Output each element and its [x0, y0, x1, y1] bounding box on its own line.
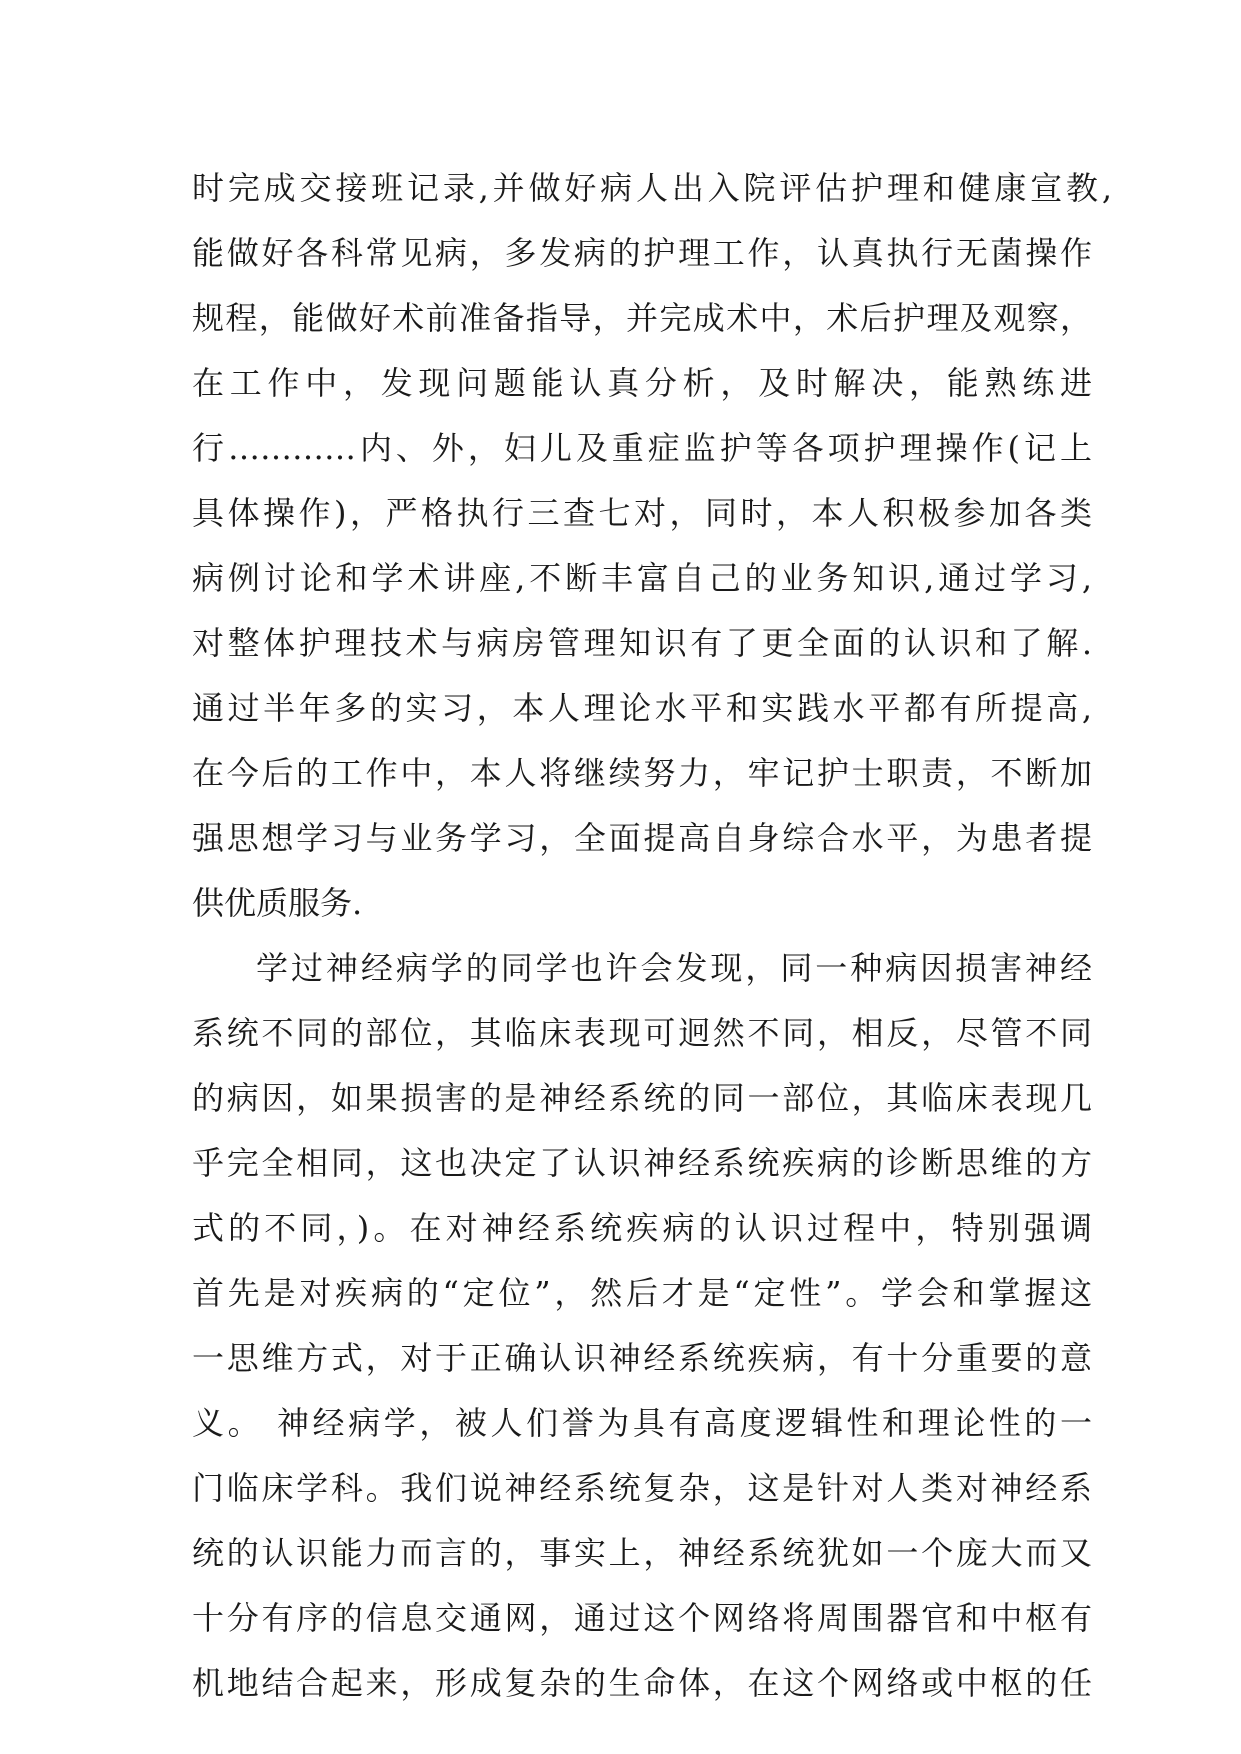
- text-line-5: 行…………内、外，妇儿及重症监护等各项护理操作(记上: [192, 429, 1092, 467]
- text-line-22: 统的认识能力而言的，事实上，神经系统犹如一个庞大而又: [192, 1534, 1092, 1572]
- text-line-16: 乎完全相同，这也决定了认识神经系统疾病的诊断思维的方: [192, 1144, 1092, 1182]
- text-line-17: 式的不同，)。在对神经系统疾病的认识过程中，特别强调: [192, 1209, 1092, 1247]
- text-line-14: 系统不同的部位，其临床表现可迥然不同，相反，尽管不同: [192, 1014, 1092, 1052]
- text-line-23: 十分有序的信息交通网，通过这个网络将周围器官和中枢有: [192, 1599, 1092, 1637]
- text-line-13: 学过神经病学的同学也许会发现，同一种病因损害神经: [256, 949, 1092, 987]
- text-line-1: 时完成交接班记录,并做好病人出入院评估护理和健康宣教,: [192, 169, 1112, 207]
- text-line-8: 对整体护理技术与病房管理知识有了更全面的认识和了解.: [192, 624, 1092, 662]
- text-line-7: 病例讨论和学术讲座,不断丰富自己的业务知识,通过学习,: [192, 559, 1092, 597]
- text-line-9: 通过半年多的实习，本人理论水平和实践水平都有所提高,: [192, 689, 1092, 727]
- text-line-6: 具体操作)，严格执行三查七对，同时，本人积极参加各类: [192, 494, 1092, 532]
- text-line-3: 规程，能做好术前准备指导，并完成术中，术后护理及观察，: [192, 299, 1092, 337]
- text-line-4: 在工作中，发现问题能认真分析，及时解决，能熟练进: [192, 364, 1092, 402]
- text-line-12: 供优质服务.: [192, 884, 363, 922]
- text-line-24: 机地结合起来，形成复杂的生命体，在这个网络或中枢的任: [192, 1664, 1092, 1702]
- text-line-21: 门临床学科。我们说神经系统复杂，这是针对人类对神经系: [192, 1469, 1092, 1507]
- text-line-2: 能做好各科常见病，多发病的护理工作，认真执行无菌操作: [192, 234, 1092, 272]
- text-line-11: 强思想学习与业务学习，全面提高自身综合水平，为患者提: [192, 819, 1092, 857]
- text-line-20: 义。 神经病学，被人们誉为具有高度逻辑性和理论性的一: [192, 1404, 1092, 1442]
- text-line-15: 的病因，如果损害的是神经系统的同一部位，其临床表现几: [192, 1079, 1092, 1117]
- text-line-18: 首先是对疾病的“定位”，然后才是“定性”。学会和掌握这: [192, 1274, 1092, 1312]
- text-line-19: 一思维方式，对于正确认识神经系统疾病，有十分重要的意: [192, 1339, 1092, 1377]
- text-line-10: 在今后的工作中，本人将继续努力，牢记护士职责，不断加: [192, 754, 1092, 792]
